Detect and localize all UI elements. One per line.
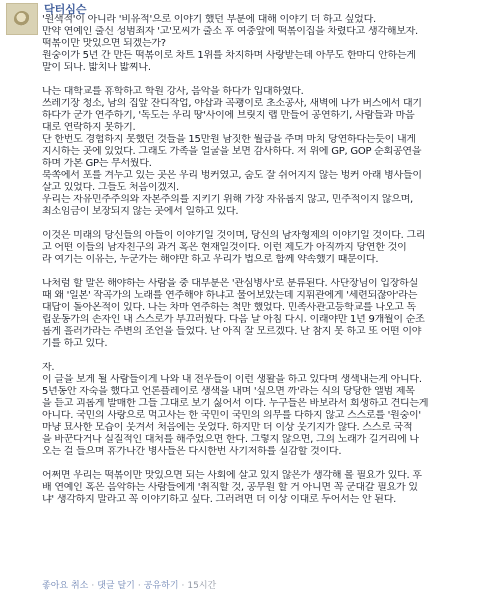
separator: · [137,581,141,591]
avatar-image [14,11,30,27]
post-text-line: 말이 되나. 밟치나 밟찌나. [42,62,151,73]
post-text-line: 단 한번도 경험하지 못했던 것들을 15만원 남짓한 월급을 주며 마치 당연하다는듯이 내게 [42,134,416,145]
post-text-line: 우리는 자유민주주의와 자본주의를 지키기 위해 가장 자유롭지 않고, 민주적이지 않으며, [42,194,413,205]
separator: · [91,581,95,591]
post-text-line: 지시하는 곳에 있었다. 그래도 가족을 얼굴을 보면 감사하다. 저 위에 GP, GOP 순회공연을 [42,146,422,157]
post-text-line: 립운동가의 손자인 내 스스로가 부끄러웠다. 다음 날 아침 다시. 이래야만 1년 9개월이 순조 [42,314,425,325]
post-text-line: 이것은 미래의 당신들의 아들이 이야기일 것이며, 당신의 남자형제의 이야기일 것이다. 그리 [42,230,426,241]
post-paragraph [42,14,478,74]
post-text-line: 대답이 돌아온적이 있다. 나는 차마 연주하는 척만 했었다. 민족사관고등학교를 나오고 독 [42,302,416,313]
post-text-line: 대로 연락하지 못하기. [42,122,136,133]
post-paragraph [42,278,478,350]
author-avatar[interactable] [6,3,38,35]
unlike-button[interactable]: 좋아요 취소 [42,581,89,591]
post-text-line: 고 어떤 이들의 남자친구의 과거 혹은 현재일것이다. 이런 제도가 아직까지 당연한 것이 [42,242,407,253]
post-text-line: 하다가 군가 연주하기, '독도는 우리 땅'사이에 브릿지 랩 만들어 공연하기, 사람들과 마음 [42,110,415,121]
post-text-line: 나처럼 할 말은 해야하는 사람을 중 대부분은 '관심병사'로 분류된다. 사단장님이 입장하실 [42,278,418,289]
post-text-line: 을 바꾼다거나 실질적인 대처를 해주었으면 한다. 그렇지 않으면, 그의 노래가 길거리에 나 [42,434,419,445]
post-text-line: 마냥 묘사한 모습이 웃겨서 처음에는 웃었다. 하지만 더 이상 웃기지가 않다. 스스로 국적 [42,422,413,433]
post-text-line: 기를 하고 있다. [42,338,108,349]
post-paragraph [42,362,478,458]
post-text-line: '원색적'이 아니라 '비유적'으로 이야기 했던 부분에 대해 이야기 더 하고 싶었다. [42,14,376,25]
author-name[interactable]: 닥터심슨 [44,3,87,16]
post-text-line: 아니다. 국민의 사랑으로 먹고사는 한 국민이 국민의 의무를 다하지 않고 스스로를 '원숭이' [42,410,421,421]
separator: · [181,581,185,591]
post-text-line: 나는 대학교를 휴학하고 학원 강사, 음악을 하다가 입대하였다. [42,86,304,97]
post-text-line: 이 글을 보게 될 사람들이게 나와 내 전우들이 이런 생활을 하고 있다며 생색내는게 아니다. [42,374,422,385]
post-text-line: 살고 있었다. 그들도 처음이겠지. [42,182,179,193]
comment-button[interactable]: 댓글 달기 [97,581,135,591]
post-text-line: 최소임금이 보장되지 않는 곳에서 일하고 있다. [42,206,239,217]
post-text-line: 원숭이가 5년 간 만든 떡볶이로 차트 1위를 차지하며 사랑받는데 아무도 한마디 안하는게 [42,50,416,61]
post-text-line: 롭게 흘러가라는 주변의 조언을 들었다. 난 아직 잘 모르겠다. 난 참지 못 하고 또 어떤 이야 [42,326,422,337]
share-button[interactable]: 공유하기 [143,581,179,591]
post-text-line: 북쪽에서 포를 겨누고 있는 곳은 우리 벙커였고, 숨도 잘 쉬어지지 않는 벙커 아래 병사들이 [42,170,422,181]
post-body [42,14,478,518]
post-text-line: 만약 연예인 출신 성범죄자 '고'모씨가 출소 후 여중앞에 떡볶이집을 차렸다고 생각해보자. [42,26,418,37]
post-text-line: 떡볶이만 맛있으면 되겠는가? [42,38,166,49]
post-text-line: 을 듣고 괴롭게 발매한 그들 그대로 보기 싫어서 이다. 누구들은 바보라서 희생하고 견디는게 [42,398,429,409]
post-paragraph [42,230,478,266]
post-timestamp[interactable]: 15시간 [187,581,217,591]
post-text-line: 냐' 생각하지 말라고 꼭 이야기하고 싶다. 그러려면 더 이상 이대로 두어서는 안 된다. [42,494,397,505]
post-text-line: 라 여기는 이유는, 누군가는 해야만 하고 우리가 법으로 함께 약속했기 때문이다. [42,254,379,265]
post-text-line: 쓰레기장 청소, 남의 집앞 잔디작업, 야삽과 곡괭이로 초소공사, 새벽에 나가 버스에서 대기 [42,98,422,109]
post-text-line: 때 왜 '일본' 작곡가의 노래를 연주해야 하냐고 물어보았는데 지휘관에게 '세련되잖아'라는 [42,290,418,301]
post-text-line: 하며 가본 GP는 무서웠다. [42,158,152,169]
post-text-line: 어쩌면 우리는 떡볶이만 맛있으면 되는 사회에 살고 있지 않은가 생각해 볼 필요가 있다. 후 [42,470,422,481]
post-text-line: 배 연예인 혹은 음악하는 사람들에게 '취직할 것, 공무원 할 거 아니면 꼭 군대갈 필요가 있 [42,482,418,493]
post-paragraph [42,470,478,506]
post-text-line: 5년동안 자숙을 했다고 언론플레이로 생색을 내며 '싶으면 까'라는 식의 당당한 앨범 제목 [42,386,415,397]
post-text-line: 자. [42,362,55,373]
post-paragraph [42,86,478,218]
post-actions [42,578,216,591]
post-text-line: 오는 걸 들으며 휴가나간 병사들은 다시한번 사기저하를 실감할 것이다. [42,446,342,457]
